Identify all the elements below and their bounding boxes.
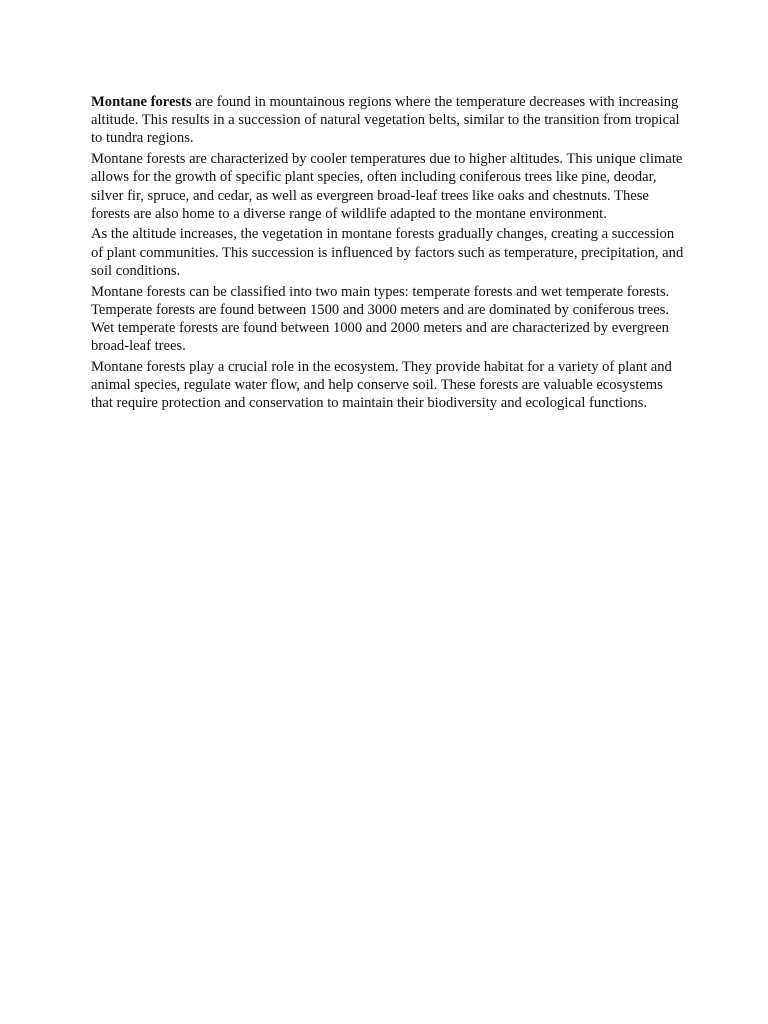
paragraph-succession: As the altitude increases, the vegetation in montane forests gradually changes, creating a succession of plant communities. This succession is influenced by factors such as temperature, precipitation, and soil conditions.: [91, 226, 684, 279]
paragraph-classification: Montane forests can be classified into two main types: temperate forests and wet temperate forests. Temperate forests are found between 1500 and 3000 meters and are dominated by coniferous trees. Wet temperate forests are found between 1000 and 2000 meters and are characterized by evergreen broad-leaf trees.: [91, 283, 670, 355]
lead-term: Montane forests: [91, 94, 192, 110]
paragraph-text: are found in mountainous regions where the temperature decreases with increasing altitude. This results in a succession of natural vegetation belts, similar to the transition from tropical to tundra regions.: [91, 94, 680, 147]
paragraph-intro: [91, 93, 687, 148]
paragraph-climate: Montane forests are characterized by cooler temperatures due to higher altitudes. This unique climate allows for the growth of specific plant species, often including coniferous trees like pine, deodar, silver fir, spruce, and cedar, as well as evergreen broad-leaf trees like oaks and chestnuts. These forests are also home to a diverse range of wildlife adapted to the montane environment.: [91, 151, 683, 222]
paragraph-ecosystem-role: Montane forests play a crucial role in the ecosystem. They provide habitat for a variety of plant and animal species, regulate water flow, and help conserve soil. These forests are valuable ecosystems that require protection and conservation to maintain their biodiversity and ecological functions.: [91, 358, 672, 412]
document-body: [91, 93, 687, 415]
